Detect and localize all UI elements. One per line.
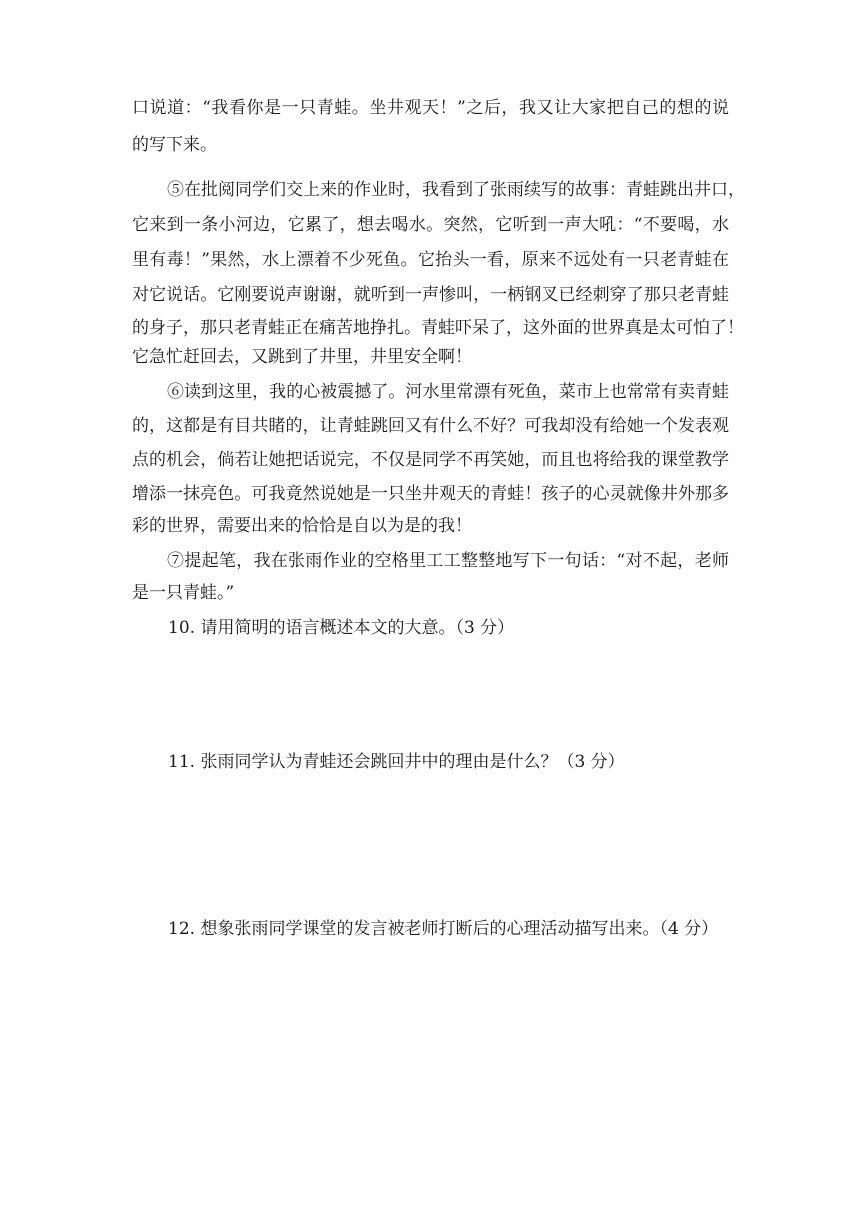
passage-line-1 — [0, 93, 860, 123]
paragraph-6-line-5 — [0, 511, 860, 541]
question-11 — [0, 747, 860, 777]
passage-line-text: 的身子，那只老青蛙正在痛苦地挣扎。青蛙吓呆了，这外面的世界真是太可怕了！ — [132, 318, 744, 338]
paragraph-5-line-1 — [0, 175, 860, 205]
passage-line-text: 口说道：“我看你是一只青蛙。坐井观天！”之后，我又让大家把自己的想的说 — [132, 98, 729, 118]
paragraph-5-line-4 — [0, 280, 860, 310]
question-text: 10. 请用简明的语言概述本文的大意。（3 分） — [168, 618, 515, 638]
passage-line-text: 是一只青蛙。” — [132, 583, 235, 603]
passage-line-text: 点的机会，倘若让她把话说完，不仅是同学不再笑她，而且也将给我的课堂教学 — [132, 450, 729, 470]
paragraph-5-line-6 — [0, 342, 860, 372]
passage-line-text: 它来到一条小河边，它累了，想去喝水。突然，它听到一声大吼：“不要喝，水 — [132, 215, 729, 235]
paragraph-5-line-3 — [0, 245, 860, 275]
question-12 — [0, 914, 860, 944]
question-10 — [0, 613, 860, 643]
passage-line-text: 它急忙赶回去，又跳到了井里，井里安全啊！ — [132, 347, 472, 367]
paragraph-6-line-1 — [0, 377, 860, 407]
passage-line-text: 彩的世界，需要出来的恰恰是自以为是的我！ — [132, 516, 472, 536]
passage-line-2 — [0, 130, 860, 160]
passage-line-text: 的写下来。 — [132, 135, 217, 155]
paragraph-6-line-2 — [0, 411, 860, 441]
passage-line-text: 增添一抹亮色。可我竟然说她是一只坐井观天的青蛙！孩子的心灵就像井外那多 — [132, 484, 729, 504]
passage-line-text: 的，这都是有目共睹的，让青蛙跳回又有什么不好？可我却没有给她一个发表观 — [132, 416, 729, 436]
paragraph-7-line-2 — [0, 578, 860, 608]
paragraph-5-line-5 — [0, 313, 860, 343]
passage-line-text: ⑥读到这里，我的心被震撼了。河水里常漂有死鱼，菜市上也常常有卖青蛙 — [167, 382, 729, 402]
paragraph-5-line-2 — [0, 210, 860, 240]
paragraph-6-line-4 — [0, 479, 860, 509]
question-text: 12. 想象张雨同学课堂的发言被老师打断后的心理活动描写出来。（4 分） — [168, 919, 719, 939]
paragraph-6-line-3 — [0, 445, 860, 475]
passage-line-text: ⑤在批阅同学们交上来的作业时，我看到了张雨续写的故事：青蛙跳出井口， — [167, 180, 745, 200]
passage-line-text: 里有毒！”果然，水上漂着不少死鱼。它抬头一看，原来不远处有一只老青蛙在 — [132, 250, 729, 270]
question-text: 11. 张雨同学认为青蛙还会跳回井中的理由是什么？（3 分） — [168, 752, 625, 772]
paragraph-7-line-1 — [0, 546, 860, 576]
passage-line-text: 对它说话。它刚要说声谢谢，就听到一声惨叫，一柄钢叉已经刺穿了那只老青蛙 — [132, 285, 729, 305]
passage-line-text: ⑦提起笔，我在张雨作业的空格里工工整整地写下一句话：“对不起，老师 — [167, 551, 729, 571]
